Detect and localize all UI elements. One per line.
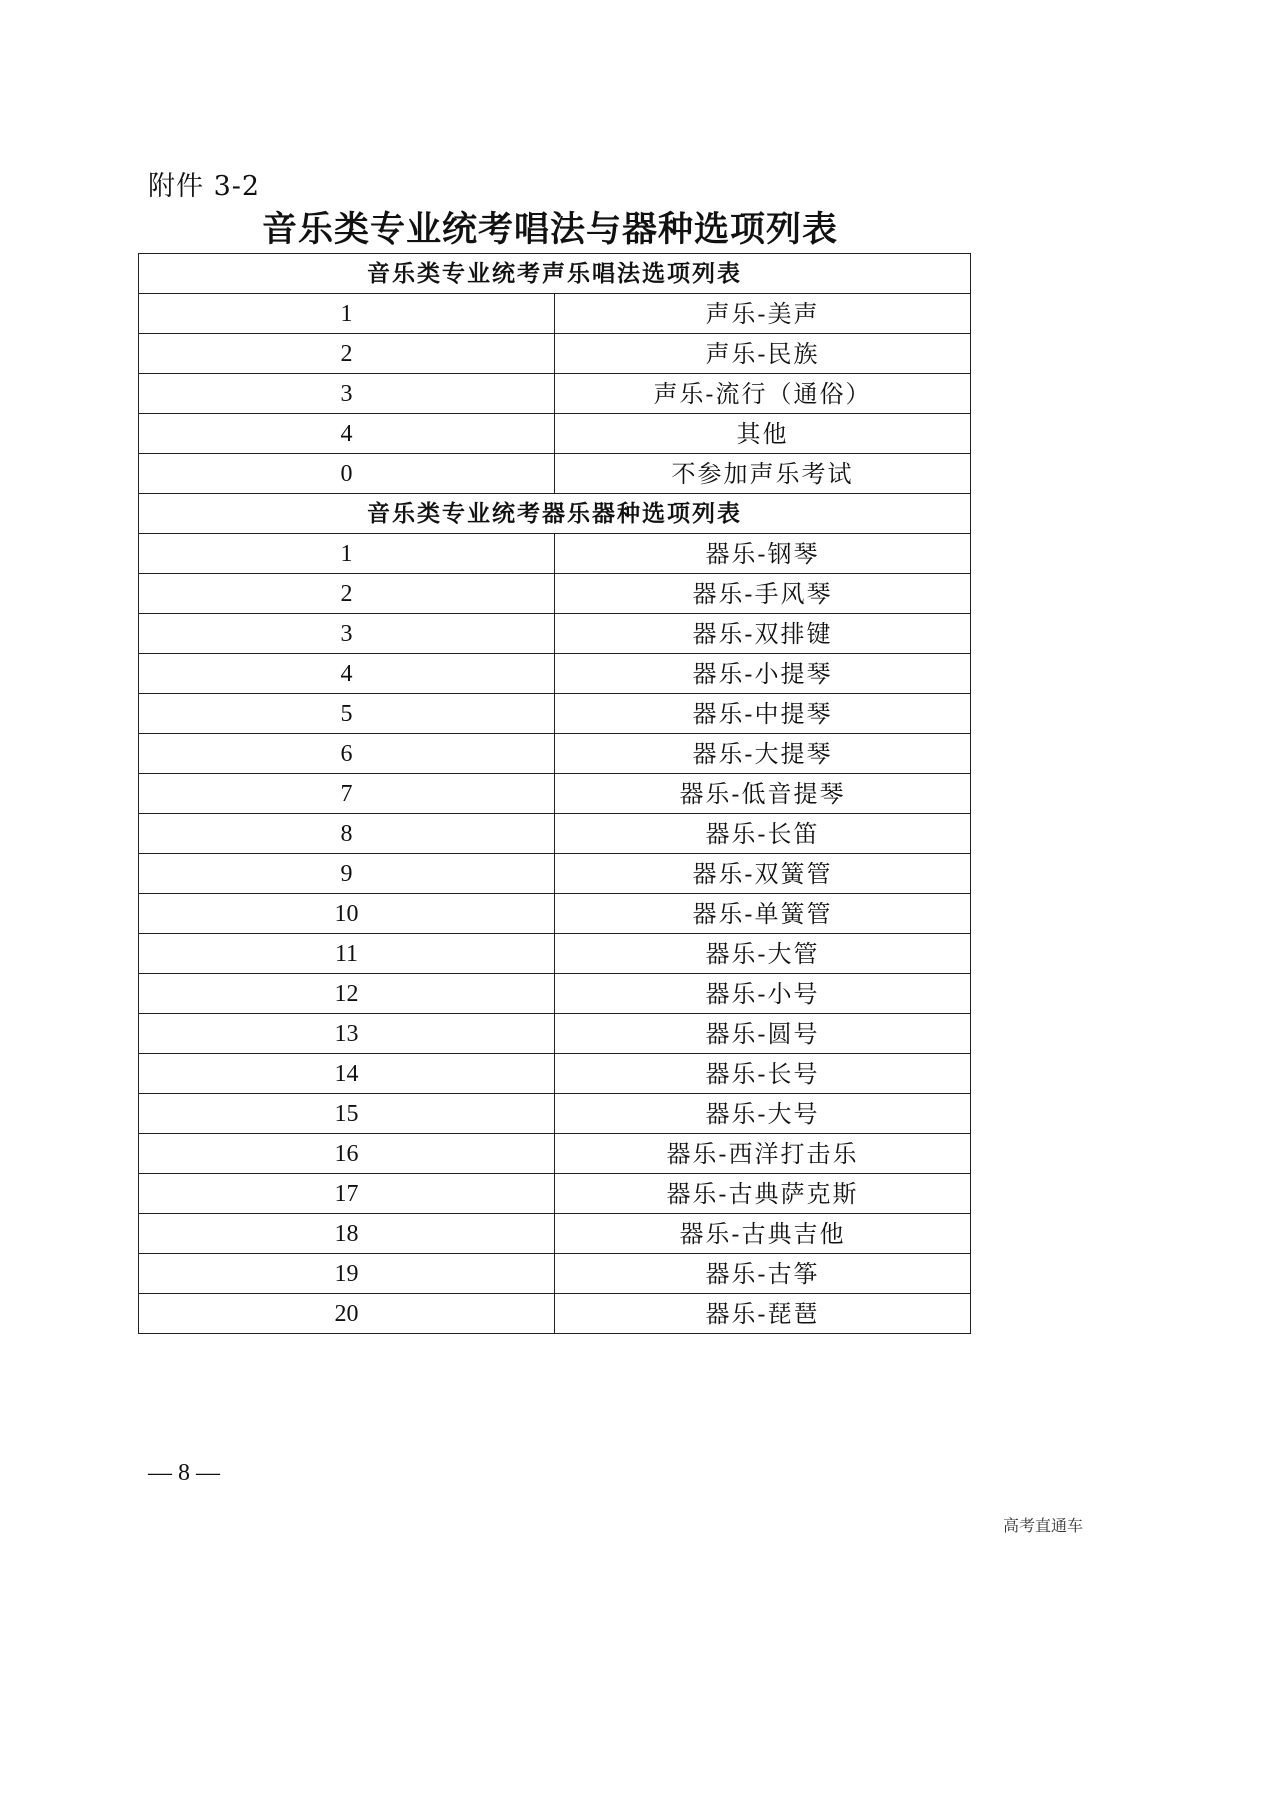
table-row	[139, 374, 971, 414]
option-number: 4	[139, 414, 555, 454]
table-row	[139, 854, 971, 894]
table-row	[139, 294, 971, 334]
option-number: 12	[139, 974, 555, 1014]
options-table-body	[139, 254, 971, 1334]
table-row	[139, 814, 971, 854]
option-name: 器乐-古典萨克斯	[555, 1174, 971, 1214]
option-name: 声乐-民族	[555, 334, 971, 374]
option-name: 器乐-小提琴	[555, 654, 971, 694]
option-name: 器乐-中提琴	[555, 694, 971, 734]
option-name: 声乐-流行（通俗）	[555, 374, 971, 414]
table-row	[139, 454, 971, 494]
table-row	[139, 654, 971, 694]
option-number: 13	[139, 1014, 555, 1054]
section-header-row	[139, 494, 971, 534]
option-number: 1	[139, 534, 555, 574]
table-row	[139, 1054, 971, 1094]
option-number: 9	[139, 854, 555, 894]
option-name: 其他	[555, 414, 971, 454]
option-name: 器乐-大号	[555, 1094, 971, 1134]
option-name: 器乐-古典吉他	[555, 1214, 971, 1254]
option-name: 器乐-长号	[555, 1054, 971, 1094]
option-name: 器乐-低音提琴	[555, 774, 971, 814]
option-number: 0	[139, 454, 555, 494]
page-number: — 8 —	[148, 1460, 220, 1486]
option-number: 20	[139, 1294, 555, 1334]
table-row	[139, 614, 971, 654]
option-name: 器乐-古筝	[555, 1254, 971, 1294]
option-number: 2	[139, 574, 555, 614]
table-row	[139, 894, 971, 934]
table-row	[139, 1094, 971, 1134]
option-number: 15	[139, 1094, 555, 1134]
option-number: 3	[139, 614, 555, 654]
option-number: 19	[139, 1254, 555, 1294]
table-row	[139, 934, 971, 974]
table-row	[139, 334, 971, 374]
table-row	[139, 694, 971, 734]
option-name: 不参加声乐考试	[555, 454, 971, 494]
document-title: 音乐类专业统考唱法与器种选项列表	[261, 209, 838, 250]
option-name: 器乐-大管	[555, 934, 971, 974]
option-name: 器乐-长笛	[555, 814, 971, 854]
option-number: 4	[139, 654, 555, 694]
option-number: 1	[139, 294, 555, 334]
option-number: 3	[139, 374, 555, 414]
table-row	[139, 1294, 971, 1334]
option-name: 器乐-手风琴	[555, 574, 971, 614]
option-number: 17	[139, 1174, 555, 1214]
option-number: 18	[139, 1214, 555, 1254]
option-number: 11	[139, 934, 555, 974]
option-name: 器乐-钢琴	[555, 534, 971, 574]
table-row	[139, 1014, 971, 1054]
option-number: 5	[139, 694, 555, 734]
table-row	[139, 974, 971, 1014]
option-number: 7	[139, 774, 555, 814]
attachment-label: 附件 3-2	[148, 171, 261, 202]
option-name: 器乐-双排键	[555, 614, 971, 654]
watermark: 高考直通车	[1002, 1516, 1083, 1535]
option-name: 器乐-圆号	[555, 1014, 971, 1054]
table-row	[139, 1254, 971, 1294]
option-name: 声乐-美声	[555, 294, 971, 334]
table-row	[139, 774, 971, 814]
option-number: 8	[139, 814, 555, 854]
option-number: 14	[139, 1054, 555, 1094]
option-name: 器乐-双簧管	[555, 854, 971, 894]
option-number: 2	[139, 334, 555, 374]
table-row	[139, 1214, 971, 1254]
table-row	[139, 1134, 971, 1174]
option-name: 器乐-大提琴	[555, 734, 971, 774]
table-row	[139, 734, 971, 774]
vocal-section-heading: 音乐类专业统考声乐唱法选项列表	[139, 254, 971, 294]
option-name: 器乐-单簧管	[555, 894, 971, 934]
table-row	[139, 414, 971, 454]
option-number: 6	[139, 734, 555, 774]
option-name: 器乐-西洋打击乐	[555, 1134, 971, 1174]
option-name: 器乐-小号	[555, 974, 971, 1014]
option-number: 10	[139, 894, 555, 934]
table-row	[139, 534, 971, 574]
table-row	[139, 1174, 971, 1214]
table-row	[139, 574, 971, 614]
option-name: 器乐-琵琶	[555, 1294, 971, 1334]
section-header-row	[139, 254, 971, 294]
options-table	[138, 253, 971, 1334]
instrument-section-heading: 音乐类专业统考器乐器种选项列表	[139, 494, 971, 534]
option-number: 16	[139, 1134, 555, 1174]
